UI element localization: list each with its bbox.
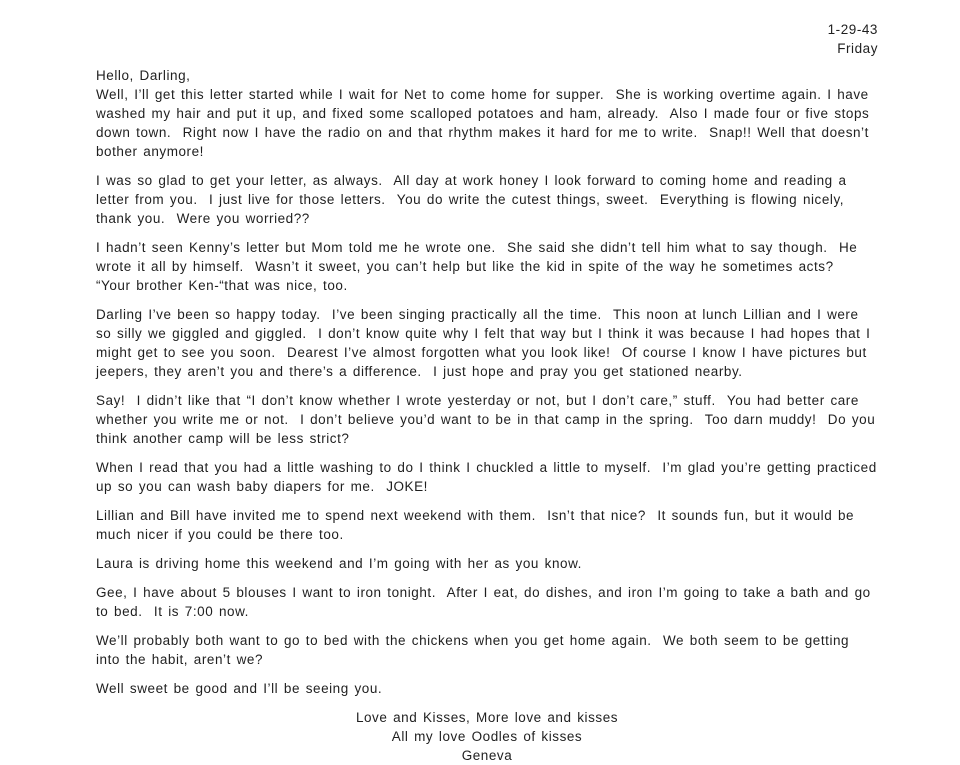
paragraph: Lillian and Bill have invited me to spend next weekend with them. Isn’t that nice? It sounds fun, but it would be much nicer if you could be there too. <box>96 508 860 542</box>
signature-name: Geneva <box>461 748 513 763</box>
letter-date: 1-29-43 <box>827 22 878 37</box>
paragraph: Darling I’ve been so happy today. I’ve been singing practically all the time. This noon at lunch Lillian and I were so silly we giggled and giggled. I don’t know quite why I felt that way but I think it was because I had hopes that I might get to see you soon. Dearest I’ve almost forgotten what you look like! Of course I know I have pictures but jeepers, they aren’t you and there’s a difference. I just hope and pray you get stationed nearby. <box>96 307 877 379</box>
paragraph: Well, I’ll get this letter started while I wait for Net to come home for supper. She is working overtime again. I have washed my hair and put it up, and fixed some scalloped potatoes and ham, already. Also I made four or five stops down town. Right now I have the radio on and that rhythm makes it hard for me to write. Snap!! Well that doesn’t bother anymore! <box>96 87 876 159</box>
paragraph: Laura is driving home this weekend and I’m going with her as you know. <box>96 556 582 571</box>
closing-line: All my love Oodles of kisses <box>391 729 583 744</box>
paragraph: Gee, I have about 5 blouses I want to iron tonight. After I eat, do dishes, and iron I’m going to take a bath and go to bed. It is 7:00 now. <box>96 585 877 619</box>
paragraph: I hadn’t seen Kenny’s letter but Mom told me he wrote one. She said she didn’t tell him what to say though. He wrote it all by himself. Wasn’t it sweet, you can’t help but like the kid in spite of the way he sometimes acts? “Your brother Ken-“that was nice, too. <box>96 240 864 293</box>
paragraph: Well sweet be good and I’ll be seeing you. <box>96 681 383 696</box>
paragraph: When I read that you had a little washing to do I think I chuckled a little to myself. I’m glad you’re getting practiced up so you can wash baby diapers for me. JOKE! <box>96 460 883 494</box>
paragraph: I was so glad to get your letter, as always. All day at work honey I look forward to coming home and reading a letter from you. I just live for those letters. You do write the cutest things, sweet. Everything is flowing nicely, thank you. Were you worried?? <box>96 173 853 226</box>
closing-block <box>96 708 878 765</box>
closing-line: Love and Kisses, More love and kisses <box>355 710 619 725</box>
date-block <box>96 20 878 58</box>
paragraph: Say! I didn’t like that “I don’t know whether I wrote yesterday or not, but I don’t care,” stuff. You had better care whether you write me or not. I don’t believe you’d want to be in that camp in the spring. Too darn muddy! Do you think another camp will be less strict? <box>96 393 881 446</box>
salutation: Hello, Darling, <box>96 68 191 83</box>
letter-weekday: Friday <box>837 41 878 56</box>
paragraph: We’ll probably both want to go to bed with the chickens when you get home again. We both seem to be getting into the habit, aren’t we? <box>96 633 855 667</box>
